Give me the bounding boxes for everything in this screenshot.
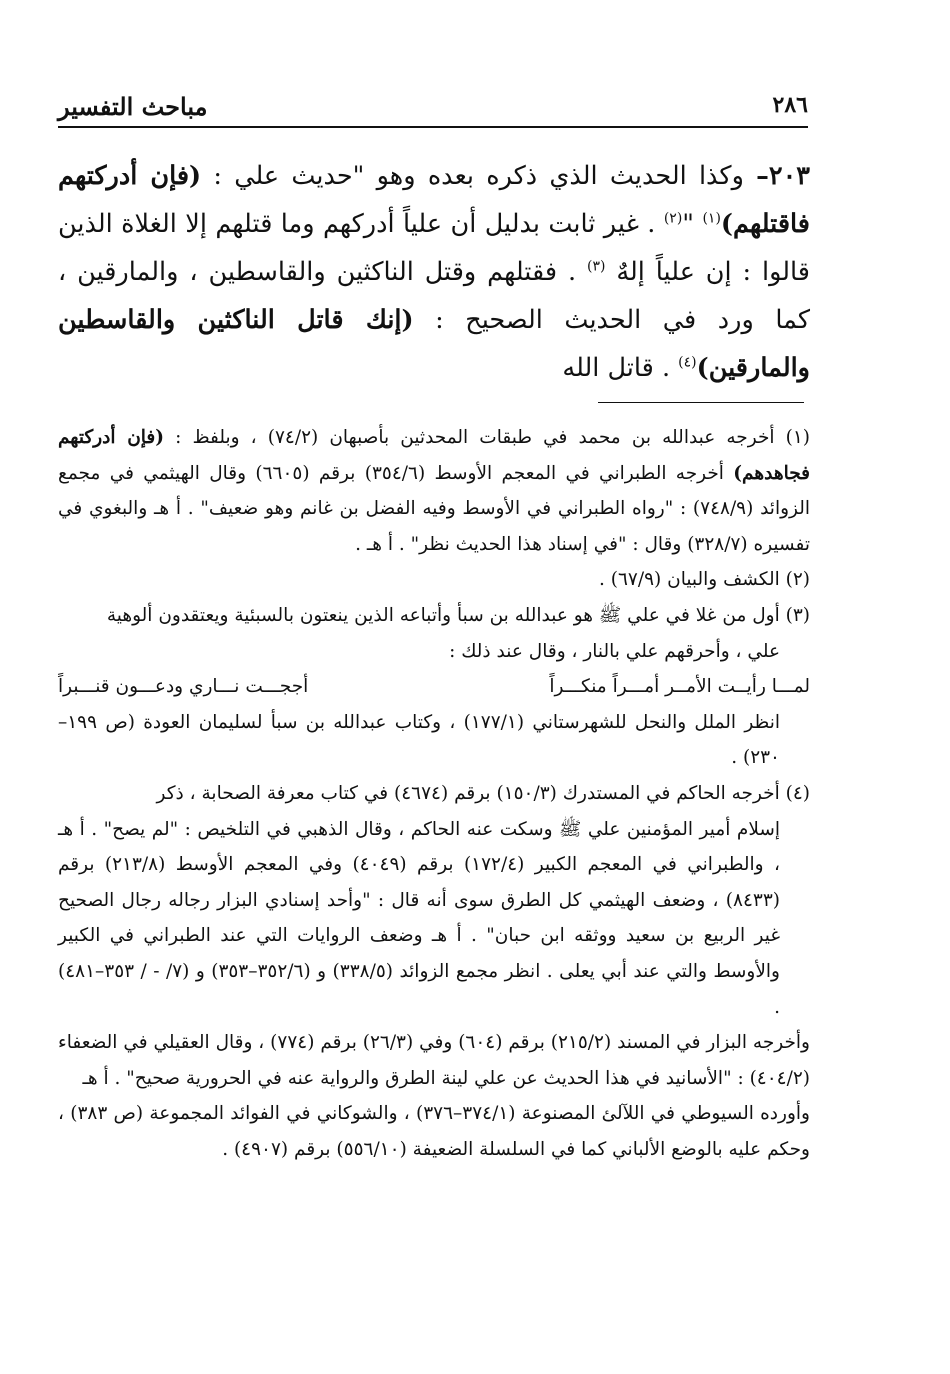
poem-second-hemistich: أججـــت نـــاري ودعـــون قنـــبراً [58, 676, 309, 698]
hadith-quote: (فإن أدركتهم فجاهدهم) [58, 427, 810, 484]
hadith-quote: (إنك قاتل الناكثين والقاسطين والمارقين) [58, 305, 810, 383]
footnote-separator [598, 402, 804, 403]
footnote-text: أخرجه الطبراني في المعجم الأوسط (٣٥٤/٦) برقم (٦٦٠٥) وقال الهيثمي في مجمع الزوائد (٧٤٨/٩) : "رواه الطبراني في الأوسط وفيه الفضل بن غانم وهو ضعيف" . أ هـ والبغوي في تفسيره (٣٢٨/٧) وقال : "في إسناد هذا الحديث نظر" . أ هـ . [58, 462, 810, 555]
poem-first-hemistich: لمـــا رأيــت الأمــر أمـــراً منكـــراً [549, 676, 810, 698]
footnote-ref-3: (٣) [587, 258, 606, 275]
running-title: مباحث التفسير [58, 92, 208, 121]
footnote-4-continued: إسلام أمير المؤمنين علي ﷺ وسكت عنه الحاكم ، وقال الذهبي في التلخيص : "لم يصح" . أ هـ ، والطبراني في المعجم الكبير (١٧٢/٤) برقم (٤٠٤٩) وفي المعجم الأوسط (٢١٣/٨) برقم (٨٤٣٣) ، وضعف الهيثمي كل الطرق سوى أنه قال : "وأحد إسنادي البزار رجاله رجال الصحيح غير الربيع بن سعيد ووثقه ابن حبان" . أ هـ وضعف الروايات التي عند الطبراني في الكبير والأوسط والتي عند أبي يعلى . انظر مجمع الزوائد (٣٣٨/٥) و (٣٥٢/٦–٣٥٣) و (٧/ - / ٣٥٣–٤٨١) . [58, 818, 780, 1018]
paragraph-number: ٢٠٣– [756, 161, 810, 191]
text-segment: . قاتل الله [562, 353, 679, 383]
footnote-3-continued: علي ، وأحرقهم علي بالنار ، وقال عند ذلك : [449, 640, 780, 662]
page-header [58, 86, 808, 128]
text-segment: . فقتلهم وقتل الناكثين والقاسطين ، والمارقين ، كما ورد في الحديث الصحيح : [58, 257, 810, 335]
hadith-quote: (فإن أدركتهم فاقتلهم) [58, 161, 810, 239]
footnote-4-suyuti: وأورده السيوطي في اللآلئ المصنوعة (٣٧٤/١–٣٧٦) ، والشوكاني في الفوائد المجموعة (ص ٣٨٣) ، وحكم عليه بالوضع الألباني كما في السلسلة الضعيفة (٥٥٦/١٠) برقم (٤٩٠٧) . [58, 1103, 810, 1160]
text-segment: وكذا الحديث الذي ذكره بعده وهو "حديث علي : [201, 161, 757, 191]
footnote-ref-1: (١) [702, 210, 721, 227]
footnote-4-bazzar: وأخرجه البزار في المسند (٢١٥/٢) برقم (٦٠٤) وفي (٢٦/٣) برقم (٧٧٤) ، وقال العقيلي في الضعفاء (٤٠٤/٢) : "الأسانيد في هذا الحديث عن علي لينة الطرق والرواية عنه في الحرورية صحيح" . أ هـ [58, 1032, 810, 1089]
footnotes [58, 420, 810, 1167]
footnote-ref-2: (٢) [663, 210, 683, 227]
footnote-2: (٢) الكشف والبيان (٦٧/٩) . [598, 569, 810, 591]
footnote-ref-4: (٤) [678, 354, 697, 371]
poem-verse [58, 669, 810, 705]
footnote-1 [58, 420, 810, 562]
main-text [58, 152, 810, 392]
footnote-text: (١) أخرجه عبدالله بن محمد في طبقات المحدثين بأصبهان (٧٤/٢) ، وبلفظ : [164, 427, 810, 448]
footnote-3-source: انظر الملل والنحل للشهرستاني (١٧٧/١) ، وكتاب عبدالله بن سبأ لسليمان العودة (ص ١٩٩–٢٣٠) . [58, 711, 780, 769]
page-number: ٢٨٦ [772, 92, 808, 118]
paragraph-203 [58, 152, 810, 392]
text-segment: . غير ثابت بدليل أن علياً أدركهم وما قتلهم إلا الغلاة الذين قالوا : إن علياً إلهٌ [58, 209, 810, 287]
text-segment: " [682, 209, 703, 239]
footnote-4: (٤) أخرجه الحاكم في المستدرك (١٥٠/٣) برقم (٤٦٧٤) في كتاب معرفة الصحابة ، ذكر [156, 782, 810, 804]
footnote-3: (٣) أول من غلا في علي ﷺ هو عبدالله بن سبأ وأتباعه الذين ينعتون بالسبئية ويعتقدون ألوهية [106, 604, 810, 626]
